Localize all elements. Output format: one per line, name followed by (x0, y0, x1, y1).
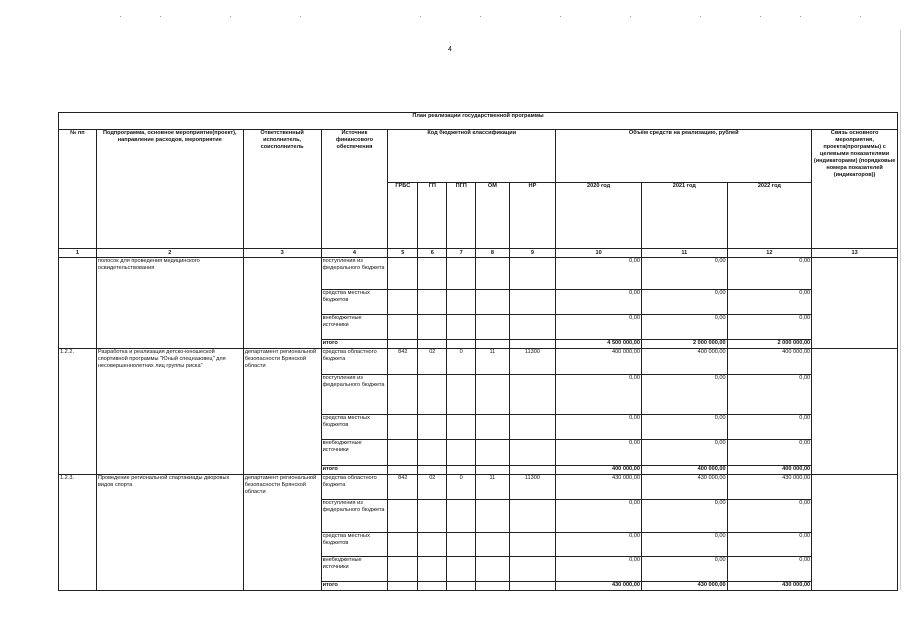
measure-name: Разработка и реализация детско-юношеской спортивной программы "Юный спецназовец" для несовершеннолетних лиц группы риска" (96, 349, 243, 475)
source-label: средства местных бюджетов (321, 533, 388, 557)
value-2020: 0,00 (556, 290, 642, 315)
kbk-pgp: 0 (447, 475, 476, 500)
value-2022: 0,00 (727, 415, 812, 440)
total-2021: 2 000 000,00 (641, 340, 727, 349)
value-2021: 0,00 (641, 315, 727, 340)
source-label: поступления из федерального бюджета (321, 375, 388, 415)
value-2020: 0,00 (556, 258, 642, 290)
total-2022: 400 000,00 (727, 466, 812, 475)
link-cell (812, 258, 898, 349)
source-label: итого (321, 466, 388, 475)
value-2020: 0,00 (556, 415, 642, 440)
col-number: 9 (509, 249, 556, 258)
col-number: 2 (96, 249, 243, 258)
col-number: 3 (243, 249, 321, 258)
source-label: внебюджетные источники (321, 557, 388, 582)
scan-edge-line (900, 30, 901, 590)
kbk-om: 11 (476, 349, 509, 375)
source-label: средства местных бюджетов (321, 290, 388, 315)
total-2021: 430 000,00 (641, 582, 727, 591)
value-2022: 400 000,00 (727, 349, 812, 375)
page-number: 4 (448, 46, 452, 53)
table-row (59, 475, 898, 500)
measure-name: полосок для проведения медицинского освидетельствования (96, 258, 243, 349)
measure-executor: департамент региональной безопасности Брянской области (243, 475, 321, 591)
header-kbk-group: Код бюджетной классификации (388, 130, 556, 183)
col-number: 10 (556, 249, 642, 258)
source-label: итого (321, 340, 388, 349)
source-label: итого (321, 582, 388, 591)
header-executor: Ответственный исполнитель, соисполнитель (243, 130, 321, 249)
implementation-plan-table (58, 112, 898, 591)
value-2020: 0,00 (556, 500, 642, 533)
value-2021: 0,00 (641, 557, 727, 582)
table-row (59, 258, 898, 290)
value-2020: 0,00 (556, 375, 642, 415)
source-label: внебюджетные источники (321, 315, 388, 340)
header-om: ОМ (476, 183, 509, 249)
measure-number: 1.2.3. (59, 475, 97, 591)
kbk-gp: 02 (418, 475, 447, 500)
value-2020: 0,00 (556, 533, 642, 557)
col-number: 11 (641, 249, 727, 258)
total-2020: 4 500 000,00 (556, 340, 642, 349)
source-label: поступления из федерального бюджета (321, 258, 388, 290)
value-2021: 0,00 (641, 375, 727, 415)
kbk-np: 11300 (509, 349, 556, 375)
value-2020: 430 000,00 (556, 475, 642, 500)
col-number: 8 (476, 249, 509, 258)
value-2021: 0,00 (641, 258, 727, 290)
col-number: 7 (447, 249, 476, 258)
source-label: внебюджетные источники (321, 440, 388, 466)
total-2020: 400 000,00 (556, 466, 642, 475)
kbk-grbs: 842 (388, 349, 418, 375)
total-2022: 2 000 000,00 (727, 340, 812, 349)
col-number: 6 (418, 249, 447, 258)
value-2022: 430 000,00 (727, 475, 812, 500)
link-cell (812, 349, 898, 475)
value-2020: 0,00 (556, 440, 642, 466)
kbk-pgp: 0 (447, 349, 476, 375)
value-2020: 0,00 (556, 315, 642, 340)
header-2021: 2021 год (641, 183, 727, 249)
table-title: План реализации государственной программы (59, 113, 898, 130)
value-2021: 0,00 (641, 415, 727, 440)
cell-num-empty (59, 258, 97, 349)
value-2020: 0,00 (556, 557, 642, 582)
scan-noise (0, 16, 905, 18)
col-number: 12 (727, 249, 812, 258)
value-2021: 400 000,00 (641, 349, 727, 375)
header-2020: 2020 год (556, 183, 642, 249)
value-2022: 0,00 (727, 557, 812, 582)
header-link: Связь основного мероприятия, проекта(программы) с целевыми показателями (индикаторами) (порядковые номера показателей (индикаторов)) (812, 130, 898, 249)
value-2021: 0,00 (641, 440, 727, 466)
source-label: средства местных бюджетов (321, 415, 388, 440)
link-cell (812, 475, 898, 591)
value-2022: 0,00 (727, 440, 812, 466)
value-2022: 0,00 (727, 375, 812, 415)
value-2022: 0,00 (727, 290, 812, 315)
header-gp: ГП (418, 183, 447, 249)
kbk-gp: 02 (418, 349, 447, 375)
value-2022: 0,00 (727, 315, 812, 340)
col-number: 1 (59, 249, 97, 258)
value-2021: 430 000,00 (641, 475, 727, 500)
col-number: 13 (812, 249, 898, 258)
measure-number: 1.2.2. (59, 349, 97, 475)
cell-executor-empty (243, 258, 321, 349)
value-2022: 0,00 (727, 533, 812, 557)
header-num: № пп (59, 130, 97, 249)
total-2022: 430 000,00 (727, 582, 812, 591)
value-2021: 0,00 (641, 500, 727, 533)
kbk-grbs: 842 (388, 475, 418, 500)
table-row (59, 349, 898, 375)
source-label: поступления из федерального бюджета (321, 500, 388, 533)
header-subprogram: Подпрограмма, основное мероприятие(проект), направление расходов, мероприятие (96, 130, 243, 249)
header-np: НР (509, 183, 556, 249)
header-grbs: ГРБС (388, 183, 418, 249)
header-source: Источник финансового обеспечения (321, 130, 388, 249)
total-2020: 430 000,00 (556, 582, 642, 591)
kbk-om: 11 (476, 475, 509, 500)
value-2022: 0,00 (727, 500, 812, 533)
value-2021: 0,00 (641, 533, 727, 557)
kbk-np: 11300 (509, 475, 556, 500)
col-number: 4 (321, 249, 388, 258)
value-2021: 0,00 (641, 290, 727, 315)
measure-executor: департамент региональной безопасности Брянской области (243, 349, 321, 475)
header-volume-group: Объём средств на реализацию, рублей (556, 130, 812, 183)
column-number-row (59, 249, 898, 258)
source-label: средства областного бюджета (321, 349, 388, 375)
header-pgp: ПГП (447, 183, 476, 249)
value-2022: 0,00 (727, 258, 812, 290)
measure-name: Проведение региональной спартакиады дворовых видов спорта (96, 475, 243, 591)
value-2020: 400 000,00 (556, 349, 642, 375)
total-2021: 400 000,00 (641, 466, 727, 475)
col-number: 5 (388, 249, 418, 258)
source-label: средства областного бюджета (321, 475, 388, 500)
header-2022: 2022 год (727, 183, 812, 249)
